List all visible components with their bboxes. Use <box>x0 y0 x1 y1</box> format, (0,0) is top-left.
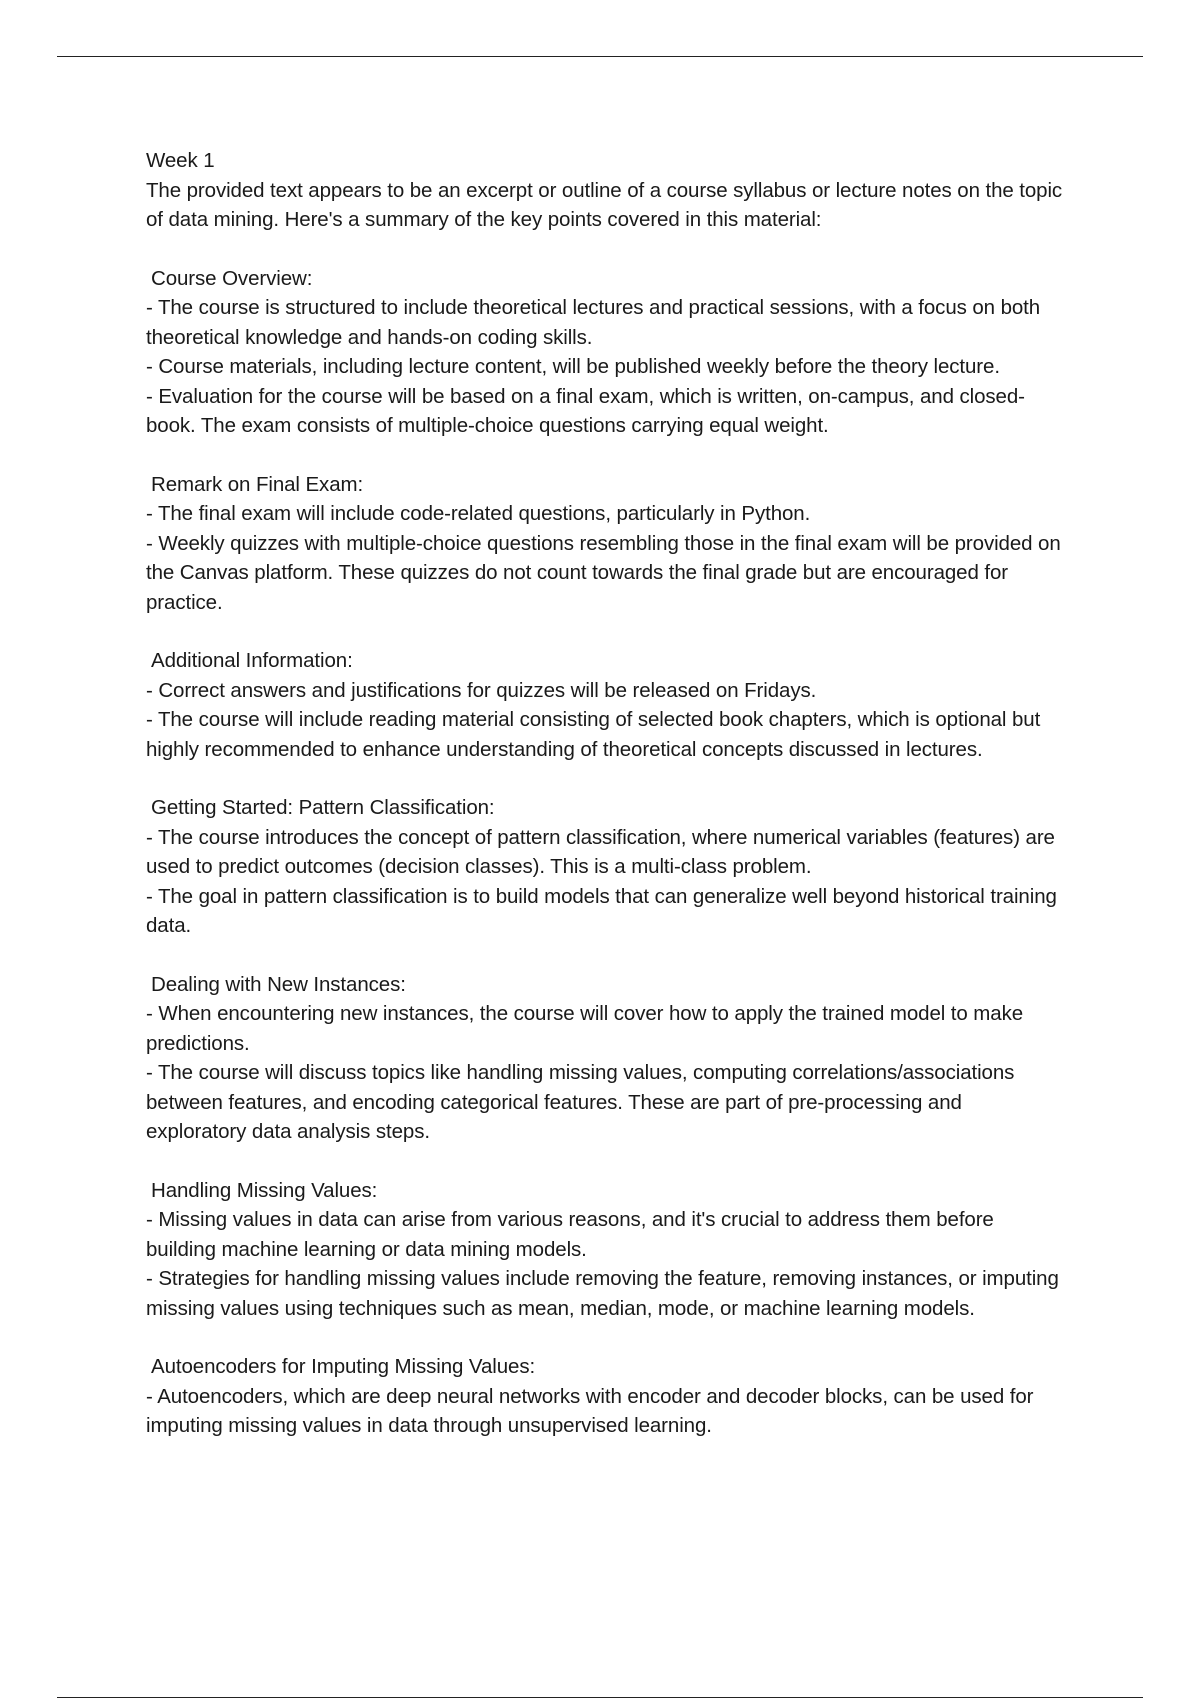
bullet-item: - Missing values in data can arise from various reasons, and it's crucial to address them before building machine learning or data mining models. <box>146 1208 1000 1261</box>
section-remark-final-exam <box>146 470 1066 618</box>
bullet-item: - Autoencoders, which are deep neural networks with encoder and decoder blocks, can be used for imputing missing values in data through unsupervised learning. <box>146 1384 1039 1437</box>
bottom-rule <box>57 1697 1143 1698</box>
section-heading: Getting Started: Pattern Classification: <box>151 796 495 819</box>
section-additional-information <box>146 646 1066 764</box>
top-rule <box>57 56 1143 57</box>
section-new-instances <box>146 970 1066 1147</box>
section-heading: Dealing with New Instances: <box>151 972 406 996</box>
section-heading: Course Overview: <box>151 266 313 290</box>
section-missing-values <box>146 1176 1066 1324</box>
bullet-item: - The course is structured to include theoretical lectures and practical sessions, with a focus on both theoretical knowledge and hands-on coding skills. <box>146 296 1046 349</box>
section-course-overview <box>146 264 1066 441</box>
bullet-item: - Weekly quizzes with multiple-choice questions resembling those in the final exam will be provided on the Canvas platform. These quizzes do not count towards the final grade but are encouraged for practice. <box>146 531 1067 614</box>
bullet-item: - The course will discuss topics like handling missing values, computing correlations/associations between features, and encoding categorical features. These are part of pre-processing and exploratory data analysis steps. <box>146 1061 1020 1143</box>
bullet-item: - The final exam will include code-related questions, particularly in Python. <box>146 502 811 525</box>
section-heading: Handling Missing Values: <box>151 1178 378 1202</box>
section-heading: Remark on Final Exam: <box>151 472 364 496</box>
bullet-item: - Evaluation for the course will be based on a final exam, which is written, on-campus, and closed-book. The exam consists of multiple-choice questions carrying equal weight. <box>146 384 1025 437</box>
bullet-item: - Strategies for handling missing values include removing the feature, removing instances, or imputing missing values using techniques such as mean, median, mode, or machine learning models. <box>146 1267 1065 1320</box>
section-heading: Additional Information: <box>151 649 353 672</box>
bullet-item: - When encountering new instances, the course will cover how to apply the trained model to make predictions. <box>146 1002 1029 1055</box>
intro-paragraph: The provided text appears to be an excerpt or outline of a course syllabus or lecture notes on the topic of data mining. Here's a summary of the key points covered in this material: <box>146 178 1068 231</box>
bullet-item: - The goal in pattern classification is to build models that can generalize well beyond historical training data. <box>146 884 1063 937</box>
section-pattern-classification <box>146 793 1066 941</box>
page-title: Week 1 <box>146 149 215 172</box>
document-body <box>146 146 1066 1441</box>
bullet-item: - Correct answers and justifications for quizzes will be released on Fridays. <box>146 678 817 702</box>
bullet-item: - Course materials, including lecture content, will be published weekly before the theory lecture. <box>146 355 1000 378</box>
section-heading: Autoencoders for Imputing Missing Values: <box>151 1355 536 1378</box>
bullet-item: - The course will include reading material consisting of selected book chapters, which is optional but highly recommended to enhance understanding of theoretical concepts discussed in lectures. <box>146 708 1046 761</box>
bullet-item: - The course introduces the concept of pattern classification, where numerical variables (features) are used to predict outcomes (decision classes). This is a multi-class problem. <box>146 825 1061 878</box>
section-autoencoders <box>146 1352 1066 1441</box>
